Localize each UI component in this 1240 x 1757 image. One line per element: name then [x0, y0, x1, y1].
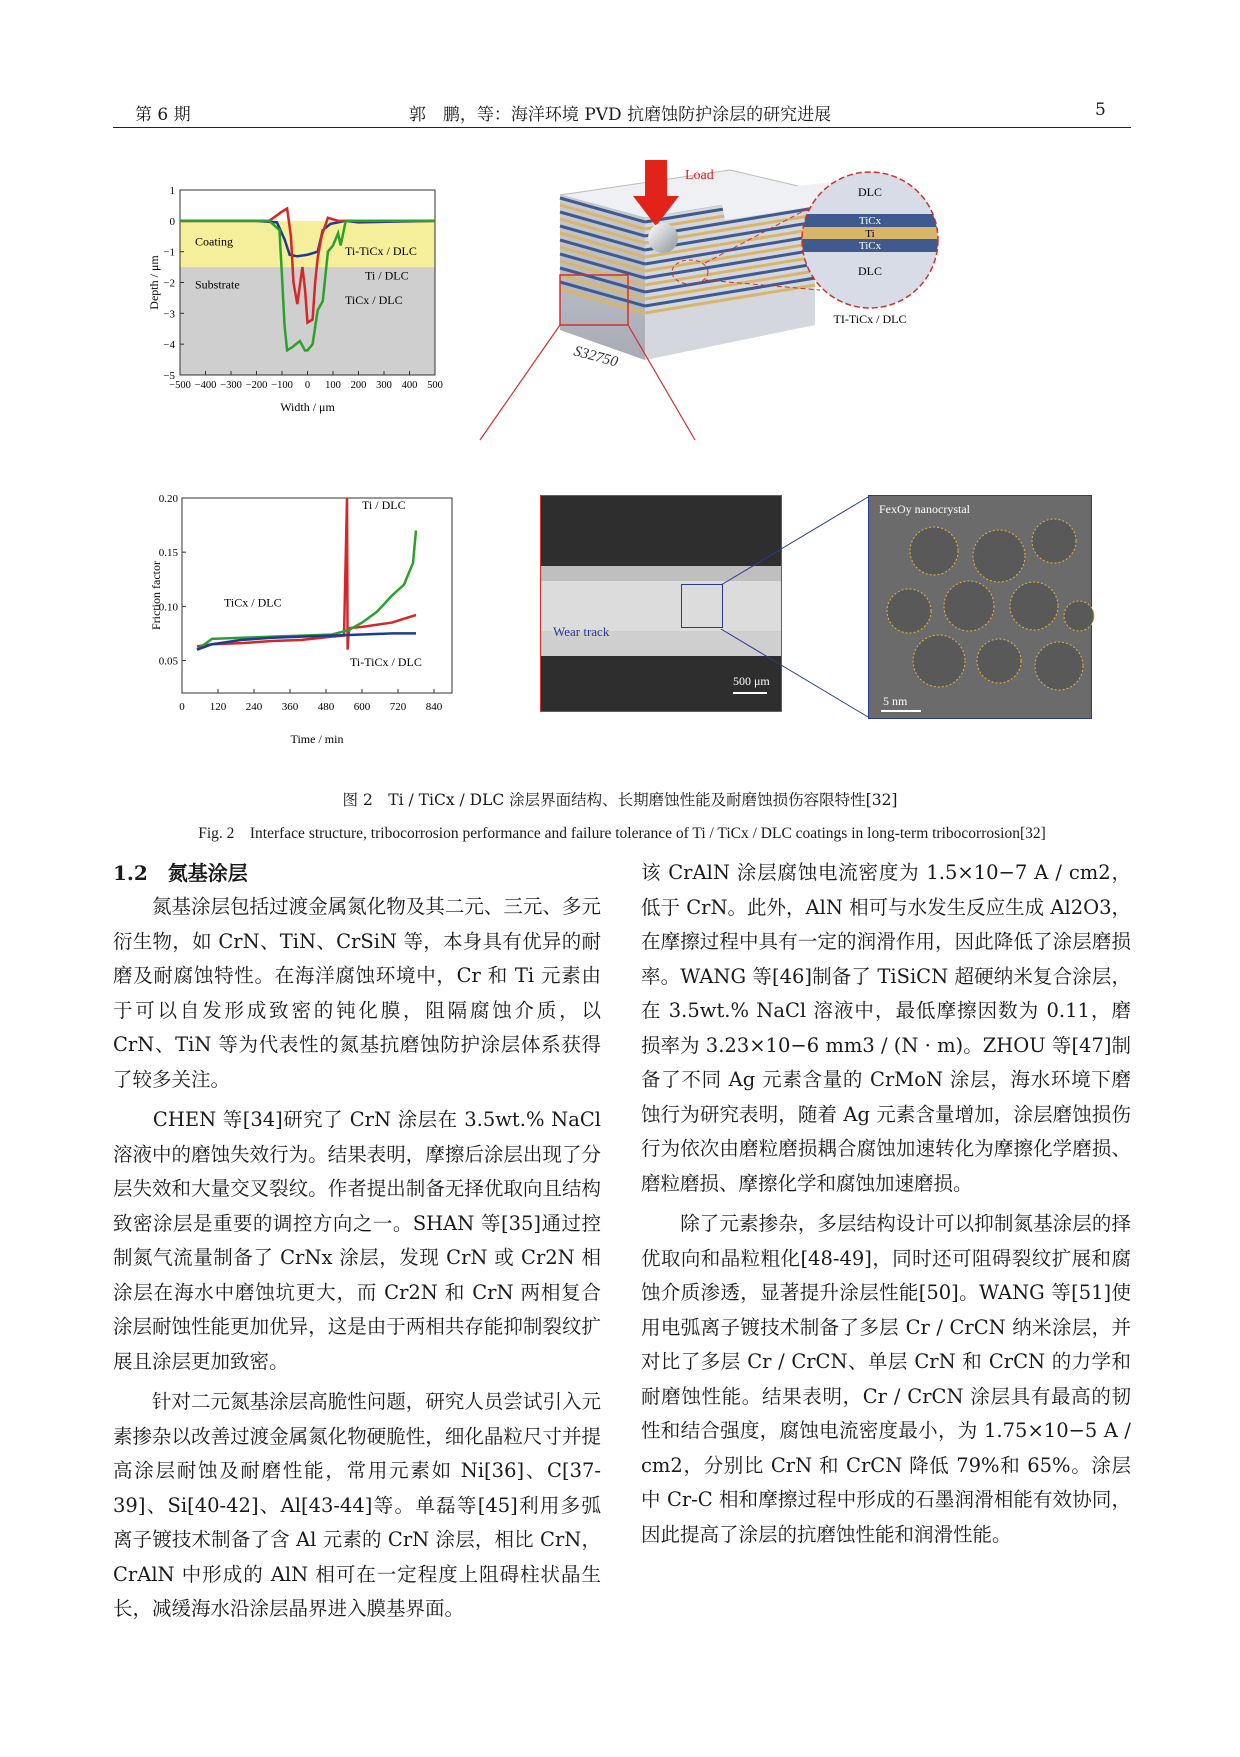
x-tick-label: 0: [179, 701, 185, 713]
load-arrow: [645, 160, 667, 198]
circle-layer-3: Ti: [865, 228, 875, 240]
x-axis-label: Time / min: [290, 732, 344, 746]
x-tick-label: 500: [427, 380, 443, 391]
x-tick-label: 360: [281, 701, 299, 713]
circle-caption: TI-TiCx / DLC: [833, 312, 907, 326]
x-tick-label: 480: [317, 701, 335, 713]
paragraph: 氮基涂层包括过渡金属氮化物及其二元、三元、多元衍生物，如 CrN、TiN、CrSiN 等，本身具有优异的耐磨及耐腐蚀特性。在海洋腐蚀环境中，Cr 和 Ti 元素由于可以自发形成致密的钝化膜，阻隔腐蚀介质，以 CrN、TiN 等为代表性的氮基抗磨蚀防护涂层体系获得了较多关注。: [113, 895, 601, 1091]
circle-layer-4: TiCx: [858, 240, 882, 252]
x-tick-label: −500: [169, 380, 191, 391]
x-tick-label: 720: [389, 701, 407, 713]
tem-image: [868, 495, 1092, 719]
substrate-label: S32750: [571, 343, 620, 371]
sem-zoom-box: [681, 584, 723, 628]
sem-to-tem-lines: [720, 495, 870, 720]
y-tick-label: −3: [163, 308, 175, 321]
figure-caption-en: Fig. 2 Interface structure, tribocorrosion performance and failure tolerance of Ti / TiCx / DLC coatings in long-term tribocorrosion[32]: [198, 825, 1046, 842]
y-tick-label: −2: [163, 277, 175, 290]
x-tick-label: 600: [353, 701, 371, 713]
paragraph: 该 CrAlN 涂层腐蚀电流密度为 1.5×10−7 A / cm2，低于 CrN。此外，AlN 相可与水发生反应生成 Al2O3，在摩擦过程中具有一定的润滑作用，因此降低了涂层磨损率。WANG 等[46]制备了 TiSiCN 超硬纳米复合涂层，在 3.5wt.% NaCl 溶液中，最低摩擦因数为 0.11，磨损率为 3.23×10−6 mm3 / (N · m)。ZHOU 等[47]制备了不同 Ag 元素含量的 CrMoN 涂层，海水环境下磨蚀行为研究表明，随着 Ag 元素含量增加，涂层磨蚀损伤行为依次由磨粒磨损耦合腐蚀加速转化为摩擦化学磨损、磨粒磨损、摩擦化学和腐蚀加速磨损。: [641, 861, 1131, 1195]
paragraph: 针对二元氮基涂层高脆性问题，研究人员尝试引入元素掺杂以改善过渡金属氮化物硬脆性，细化晶粒尺寸并提高涂层耐蚀及耐磨性能，常用元素如 Ni[36]、C[37-39]、Si[40-42]、Al[43-44]等。单磊等[45]利用多弧离子镀技术制备了含 Al 元素的 CrN 涂层，相比 CrN，CrAlN 中形成的 AlN 相可在一定程度上阻碍柱状晶生长，减缓海水沿涂层晶界进入膜基界面。: [113, 1390, 601, 1620]
series-line: [197, 531, 416, 650]
series-label: Ti / DLC: [362, 497, 406, 512]
page-number: 5: [1095, 100, 1106, 120]
series-label: TiCx / DLC: [345, 293, 403, 308]
ball: [648, 223, 678, 253]
y-tick-label: −4: [163, 339, 175, 352]
x-tick-label: 840: [425, 701, 443, 713]
y-tick-label: 0.10: [158, 601, 178, 614]
y-tick-label: −5: [163, 370, 175, 382]
load-label: Load: [685, 168, 714, 183]
y-tick-label: 0: [169, 215, 175, 228]
sem-scale: 500 μm: [733, 674, 770, 688]
paragraph: CHEN 等[34]研究了 CrN 涂层在 3.5wt.% NaCl 溶液中的磨蚀失效行为。结果表明，摩擦后涂层出现了分层失效和大量交叉裂纹。作者提出制备无择优取向且结构致密涂层是重要的调控方向之一。SHAN 等[35]通过控制氮气流量制备了 CrNx 涂层，发现 CrN 或 Cr2N 相涂层在海水中磨蚀坑更大，而 Cr2N 和 CrN 两相复合涂层耐蚀性能更加优异，这是由于两相共存能抑制裂纹扩展且涂层更加致密。: [113, 1108, 601, 1373]
x-tick-label: −200: [245, 380, 268, 391]
x-tick-label: 400: [401, 380, 418, 391]
section-heading: 1.2 氮基涂层: [113, 861, 248, 885]
right-column: [641, 856, 1131, 1552]
x-tick-label: 100: [325, 380, 341, 391]
series-label: TiCx / DLC: [224, 595, 282, 610]
friction-chart: [150, 490, 495, 765]
y-tick-label: 0.05: [158, 655, 178, 668]
series-line: [197, 498, 416, 650]
coating-schematic: [545, 160, 1055, 425]
series-label: Ti-TiCx / DLC: [350, 654, 422, 669]
left-column: [113, 890, 601, 1627]
x-tick-label: 240: [245, 701, 263, 713]
depth-profile-chart: [147, 185, 500, 455]
y-axis-label: Depth / μm: [147, 255, 161, 310]
x-tick-label: 0: [304, 380, 311, 391]
header-rule: [113, 127, 1131, 128]
x-tick-label: −400: [194, 380, 217, 391]
circle-layer-2: TiCx: [858, 215, 882, 227]
series-label: Ti-TiCx / DLC: [345, 243, 417, 258]
region-label: Substrate: [195, 277, 240, 292]
x-tick-label: 300: [376, 380, 392, 391]
y-tick-label: −1: [163, 246, 175, 259]
y-tick-label: 0.20: [158, 493, 178, 505]
region-label: Coating: [195, 234, 233, 249]
x-tick-label: −300: [220, 380, 242, 391]
y-axis-label: Friction factor: [149, 561, 163, 630]
paragraph: 除了元素掺杂，多层结构设计可以抑制氮基涂层的择优取向和晶粒粗化[48-49]，同时还可阻碍裂纹扩展和腐蚀介质渗透，显著提升涂层性能[50]。WANG 等[51]使用电弧离子镀技术制备了多层 Cr / CrCN 纳米涂层，并对比了多层 Cr / CrCN、单层 CrN 和 CrCN 的力学和耐磨蚀性能。结果表明，Cr / CrCN 涂层具有最高的韧性和结合强度，腐蚀电流密度最小，为 1.75×10−5 A / cm2，分别比 CrN 和 CrCN 降低 79%和 65%。涂层中 Cr-C 相和摩擦过程中形成的石墨润滑相能有效协同，因此提高了涂层的抗磨蚀性能和润滑性能。: [641, 1212, 1131, 1546]
series-label: Ti / DLC: [365, 268, 409, 283]
wear-track-label: Wear track: [553, 624, 610, 639]
tem-scale: 5 nm: [883, 694, 908, 708]
x-tick-label: 200: [350, 380, 367, 391]
y-tick-label: 1: [169, 185, 175, 197]
figure-caption-cn: 图 2 Ti / TiCx / DLC 涂层界面结构、长期磨蚀性能及耐磨蚀损伤容限特性[32]: [342, 791, 898, 809]
x-axis-label: Width / μm: [280, 400, 335, 414]
x-tick-label: 120: [209, 701, 227, 713]
circle-layer-1: DLC: [858, 185, 882, 199]
series-line: [197, 633, 416, 649]
running-title: 郭 鹏，等：海洋环境 PVD 抗磨蚀防护涂层的研究进展: [408, 105, 832, 125]
y-tick-label: 0.15: [158, 547, 178, 560]
journal-issue: 第 6 期: [135, 105, 191, 125]
circle-layer-5: DLC: [858, 264, 882, 278]
tem-label: FexOy nanocrystal: [879, 502, 970, 516]
x-tick-label: −100: [271, 380, 293, 391]
